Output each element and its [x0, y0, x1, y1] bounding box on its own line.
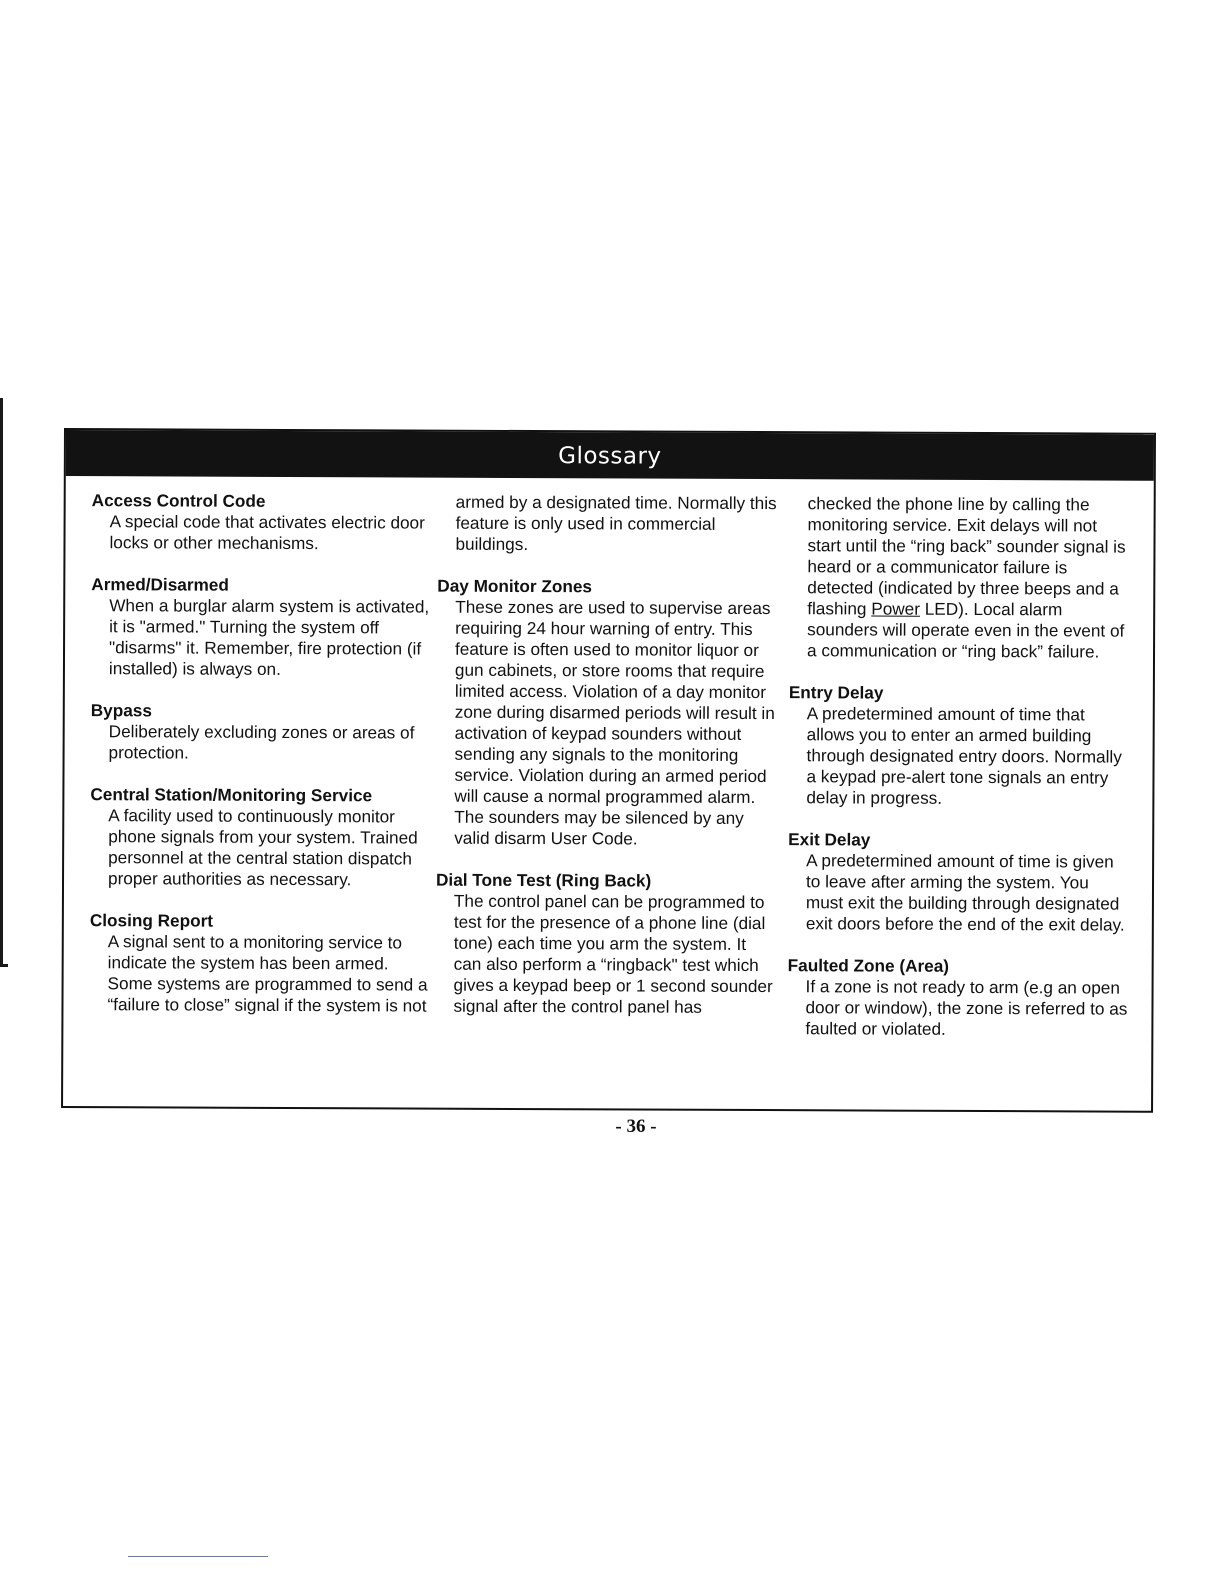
definition-dial-tone-test-part2a: checked the phone line by calling the monitoring service. Exit delays will not start until the “ring back” sounder signal is heard or a communicator failure is detected (indicated by three beeps and a flashing — [807, 493, 1126, 619]
term-entry-delay: Entry Delay — [788, 682, 884, 703]
definition-dial-tone-test-part2 — [789, 493, 1130, 662]
glossary-panel — [61, 428, 1156, 1113]
term-central-station: Central Station/Monitoring Service — [90, 784, 373, 806]
definition-closing-report-part1: A signal sent to a monitoring service to indicate the system has been armed. Some systems are programmed to send a “failure to close” signal if the system is not — [107, 931, 428, 1016]
definition-access-control-code: A special code that activates electric door locks or other mechanisms. — [109, 511, 425, 554]
entry-day-monitor-zones — [436, 576, 777, 850]
entry-dial-tone-test — [435, 870, 776, 1018]
definition-faulted-zone: If a zone is not ready to arm (e.g an open door or window), the zone is referred to as faulted or violated. — [805, 976, 1128, 1039]
scan-artifact-line — [128, 1556, 268, 1557]
entry-exit-delay — [788, 829, 1128, 935]
power-led-label: Power — [871, 598, 921, 619]
entry-access-control-code — [91, 490, 431, 554]
scan-edge-tick — [0, 964, 8, 967]
glossary-column-2 — [435, 492, 777, 1039]
glossary-title: Glossary — [66, 430, 1154, 481]
entry-entry-delay — [788, 682, 1129, 809]
entry-closing-report-continued — [437, 492, 777, 556]
definition-dial-tone-test-part1: The control panel can be programmed to test for the presence of a phone line (dial tone) each time you arm the system. It can also perform a “ringback" test which gives a keypad beep or 1 second sounder signal after the control panel has — [453, 890, 773, 1017]
term-faulted-zone: Faulted Zone (Area) — [787, 955, 950, 976]
definition-dial-tone-test-part2b: LED). Local alarm sounders will operate even in the event of a communication or “ring back” failure. — [806, 598, 1125, 662]
entry-dial-tone-test-continued — [789, 493, 1130, 662]
term-dial-tone-test: Dial Tone Test (Ring Back) — [435, 869, 652, 891]
term-bypass: Bypass — [90, 700, 152, 721]
term-closing-report: Closing Report — [89, 910, 214, 931]
scan-edge-mark — [0, 398, 3, 966]
definition-entry-delay: A predetermined amount of time that allows you to enter an armed building through designated entry doors. Normally a keypad pre-alert tone signals an entry delay in progress. — [806, 703, 1122, 808]
entry-bypass — [91, 700, 431, 764]
term-access-control-code: Access Control Code — [91, 490, 266, 511]
term-armed-disarmed: Armed/Disarmed — [91, 574, 229, 595]
page-number: - 36 - — [615, 1116, 657, 1137]
glossary-column-1 — [89, 490, 431, 1037]
definition-armed-disarmed: When a burglar alarm system is activated, it is "armed." Turning the system off "disarms" it. Remember, fire protection (if installed) is always on. — [108, 595, 430, 679]
definition-exit-delay: A predetermined amount of time is given to leave after arming the system. You must exit the building through designated exit doors before the end of the exit delay. — [805, 850, 1125, 935]
entry-closing-report — [89, 910, 429, 1016]
entry-armed-disarmed — [91, 574, 431, 680]
entry-central-station — [90, 784, 430, 890]
definition-central-station: A facility used to continuously monitor phone signals from your system. Trained personnel at the central station dispatch proper authorities as necessary. — [107, 805, 418, 890]
definition-closing-report-part2: armed by a designated time. Normally this feature is only used in commercial buildings. — [455, 491, 777, 555]
definition-day-monitor-zones: These zones are used to supervise areas requiring 24 hour warning of entry. This feature is often used to monitor liquor or gun cabinets, or store rooms that require limited access. Violation of a day monitor zone during disarmed periods will result in activation of keypad sounders without sending any signals to the monitoring service. Violation during an armed period will cause a normal programmed alarm. The sounders may be silenced by any valid disarm User Code. — [454, 596, 775, 849]
term-day-monitor-zones: Day Monitor Zones — [437, 575, 593, 597]
entry-faulted-zone — [787, 955, 1127, 1040]
term-exit-delay: Exit Delay — [788, 829, 871, 850]
definition-bypass: Deliberately excluding zones or areas of protection. — [108, 721, 415, 763]
glossary-column-3 — [787, 493, 1129, 1061]
